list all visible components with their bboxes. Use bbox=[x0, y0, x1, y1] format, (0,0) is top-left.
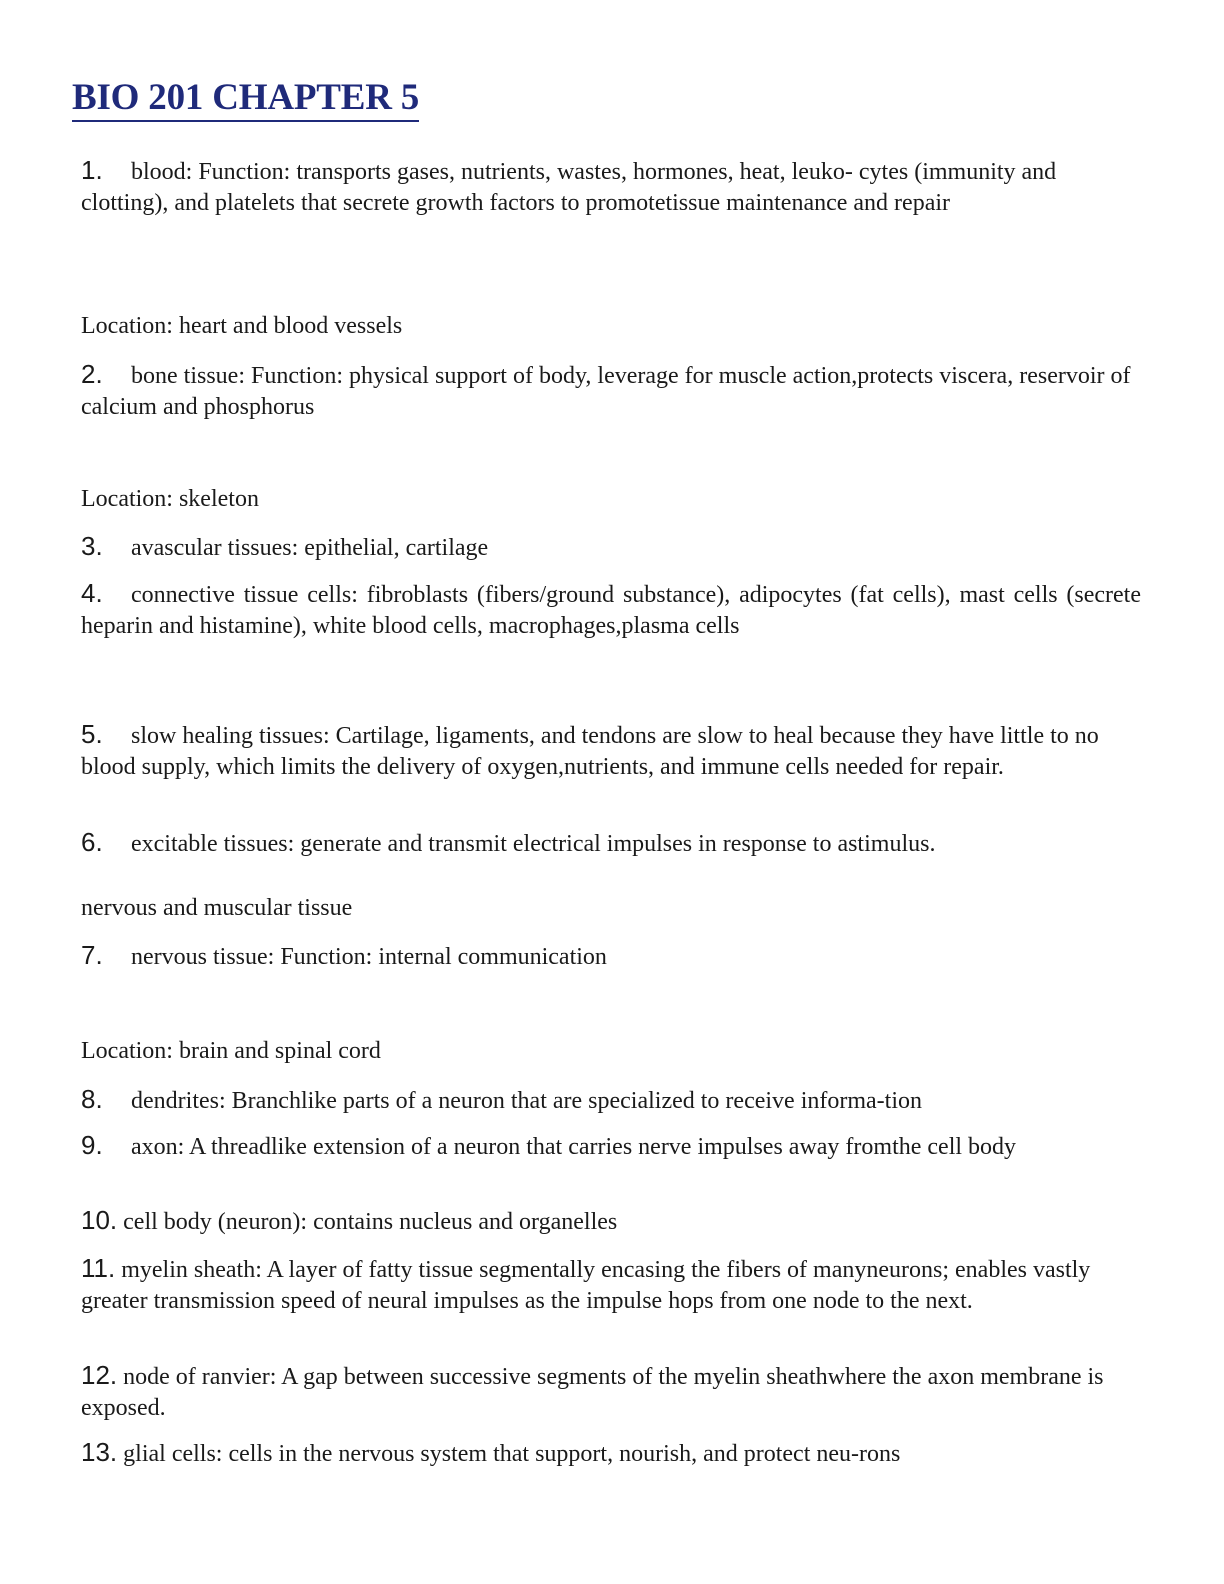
list-item bbox=[81, 578, 1141, 642]
item-number: 9. bbox=[81, 1130, 103, 1160]
item-text: glial cells: cells in the nervous system that support, nourish, and protect neu-rons bbox=[123, 1441, 901, 1467]
item-number: 10. bbox=[81, 1205, 118, 1235]
list-item bbox=[81, 1084, 1141, 1117]
item-text: nervous tissue: Function: internal communication bbox=[131, 944, 607, 970]
list-item bbox=[81, 1360, 1141, 1424]
item-text: axon: A threadlike extension of a neuron that carries nerve impulses away fromthe cell body bbox=[131, 1134, 1017, 1160]
item-number: 2. bbox=[81, 359, 103, 389]
list-item bbox=[81, 719, 1141, 783]
list-item bbox=[81, 155, 1141, 219]
item-text: slow healing tissues: Cartilage, ligaments, and tendons are slow to heal because they have little to no blood supply, which limits the delivery of oxygen,nutrients, and immune cells needed for repair. bbox=[81, 723, 1099, 780]
item-text: node of ranvier: A gap between successive segments of the myelin sheathwhere the axon membrane is exposed. bbox=[81, 1364, 1104, 1421]
item-number: 7. bbox=[81, 940, 103, 970]
location-note: Location: brain and spinal cord bbox=[81, 1038, 381, 1064]
list-item bbox=[81, 1437, 1141, 1470]
item-text: connective tissue cells: fibroblasts (fibers/ground substance), adipocytes (fat cells), mast cells (secrete heparin and histamine), white blood cells, macrophages,plasma cells bbox=[81, 582, 1141, 639]
item-number: 11. bbox=[81, 1253, 116, 1283]
location-note: nervous and muscular tissue bbox=[81, 895, 353, 921]
item-text: dendrites: Branchlike parts of a neuron that are specialized to receive informa-tion bbox=[131, 1088, 923, 1114]
item-number: 4. bbox=[81, 578, 103, 608]
item-text: excitable tissues: generate and transmit electrical impulses in response to astimulus. bbox=[131, 831, 936, 857]
item-text: cell body (neuron): contains nucleus and organelles bbox=[123, 1209, 618, 1235]
location-note: Location: heart and blood vessels bbox=[81, 313, 403, 339]
item-number: 8. bbox=[81, 1084, 103, 1114]
list-item bbox=[81, 1130, 1141, 1163]
item-number: 6. bbox=[81, 827, 103, 857]
item-number: 13. bbox=[81, 1437, 118, 1467]
list-item bbox=[81, 1205, 1141, 1238]
item-number: 12. bbox=[81, 1360, 118, 1390]
list-item bbox=[81, 359, 1141, 423]
item-number: 1. bbox=[81, 155, 103, 185]
item-number: 3. bbox=[81, 531, 103, 561]
item-text: myelin sheath: A layer of fatty tissue segmentally encasing the fibers of manyneurons; enables vastly greater transmission speed of neural impulses as the impulse hops from one node to the next. bbox=[81, 1257, 1091, 1314]
list-item bbox=[81, 531, 1141, 564]
item-text: avascular tissues: epithelial, cartilage bbox=[131, 535, 489, 561]
page-title: BIO 201 CHAPTER 5 bbox=[72, 76, 419, 122]
location-note: Location: skeleton bbox=[81, 486, 259, 512]
item-number: 5. bbox=[81, 719, 103, 749]
list-item bbox=[81, 1253, 1141, 1317]
item-text: bone tissue: Function: physical support of body, leverage for muscle action,protects viscera, reservoir of calcium and phosphorus bbox=[81, 363, 1131, 420]
list-item bbox=[81, 827, 1141, 860]
item-text: blood: Function: transports gases, nutrients, wastes, hormones, heat, leuko- cytes (immunity and clotting), and platelets that secrete growth factors to promotetissue maintenance and repair bbox=[81, 159, 1057, 216]
list-item bbox=[81, 940, 1141, 973]
